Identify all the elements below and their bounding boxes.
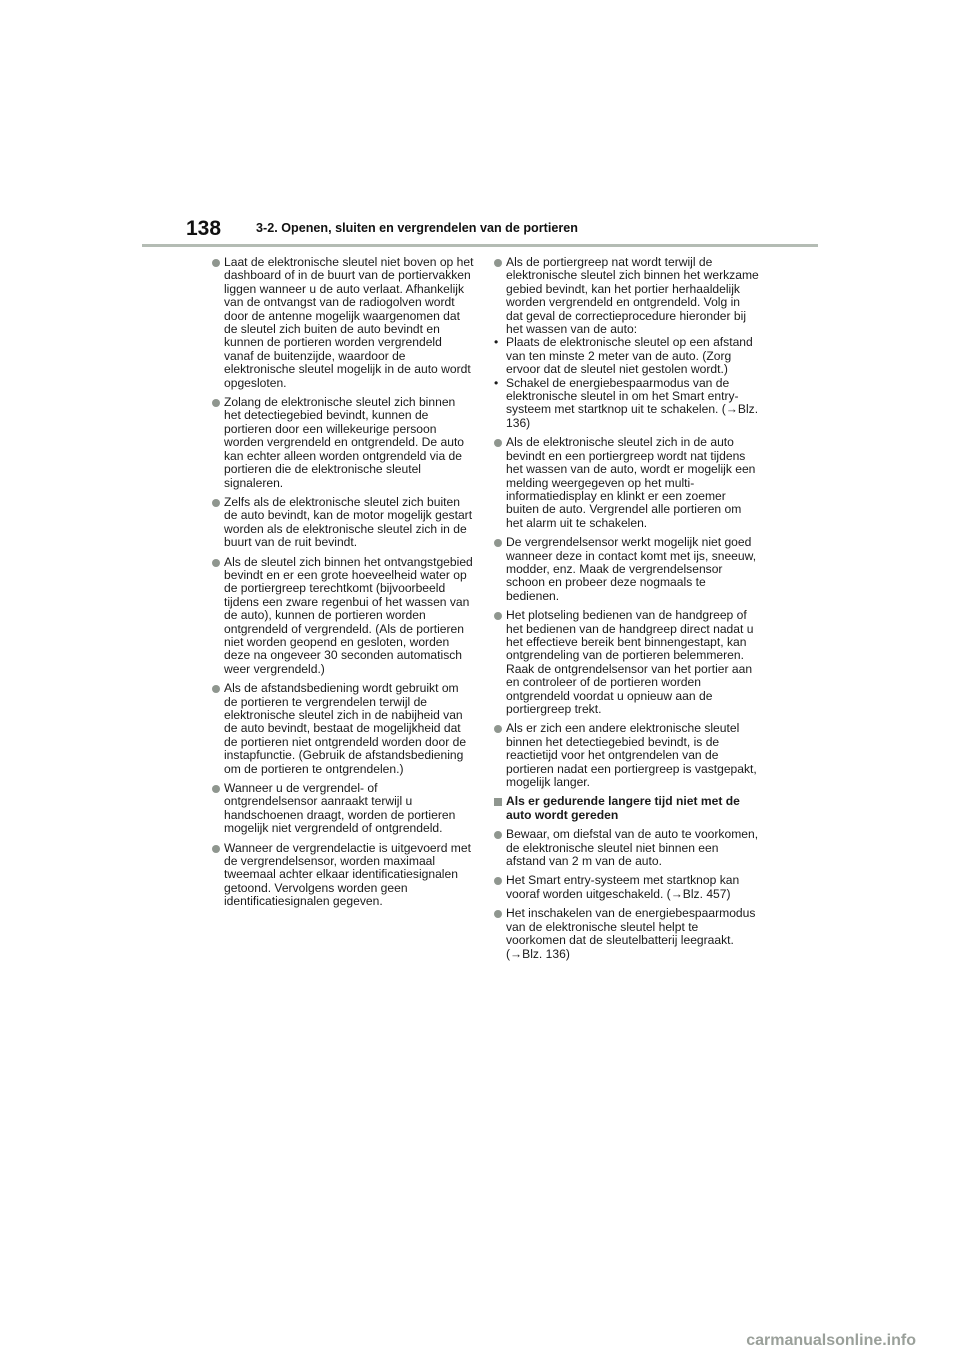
page-number: 138 (186, 217, 222, 240)
bullet-paragraph: Als de elektronische sleutel zich in de auto bevindt en een portiergreep wordt nat tijdens het wassen van de auto, wordt er mogelijk een melding weergegeven op het multi-informatiedisplay en klinkt er een zoemer buiten de auto. Vergrendel alle portieren om het alarm uit te schakelen. (494, 436, 760, 530)
bullet-icon (494, 539, 502, 547)
bullet-icon (212, 785, 220, 793)
sub-item: • Schakel de energiebespaarmodus van de elektronische sleutel in om het Smart entry-systeem met startknop uit te schakelen. (→Blz. 136) (494, 375, 759, 430)
section-title: 3-2. Openen, sluiten en vergrendelen van de portieren (256, 221, 578, 235)
bullet-paragraph: Als de afstandsbediening wordt gebruikt om de portieren te vergrendelen terwijl de elektronische sleutel zich in de nabijheid van de auto bevindt, bestaat de mogelijkheid dat de portieren niet ontgrendeld worden door de instapfunctie. (Gebruik de afstandsbediening om de portieren te ontgrendelen.) (212, 682, 474, 776)
left-column (212, 256, 474, 915)
subsection-heading: Als er gedurende langere tijd niet met de auto wordt gereden (494, 795, 760, 822)
bullet-paragraph: Zolang de elektronische sleutel zich binnen het detectiegebied bevindt, kunnen de portieren door een willekeurige persoon worden vergrendeld en ontgrendeld. De auto kan echter alleen worden ontgrendeld via de portieren die de elektronische sleutel signaleren. (212, 396, 474, 490)
right-column (494, 256, 760, 967)
sub-bullet: • (494, 335, 499, 350)
bullet-icon (494, 725, 502, 733)
sub-list (494, 336, 760, 430)
bullet-paragraph: Bewaar, om diefstal van de auto te voorkomen, de elektronische sleutel niet binnen een afstand van 2 m van de auto. (494, 828, 760, 868)
bullet-paragraph: De vergrendelsensor werkt mogelijk niet goed wanneer deze in contact komt met ijs, sneeuw, modder, enz. Maak de vergrendelsensor schoon en probeer deze nogmaals te bedienen. (494, 536, 760, 603)
bullet-paragraph: Als de portiergreep nat wordt terwijl de elektronische sleutel zich binnen het werkzame gebied bevindt, kan het portier herhaaldelijk worden vergrendeld en ontgrendeld. Volg in dat geval de correctieprocedure hieronder bij het wassen van de auto: (494, 256, 760, 336)
bullet-icon (494, 612, 502, 620)
bullet-paragraph: Wanneer de vergrendelactie is uitgevoerd met de vergrendelsensor, worden maximaal tweemaal achter elkaar identificatiesignalen getoond. Vervolgens worden geen identificatiesignalen gegeven. (212, 842, 474, 909)
bullet-icon (494, 831, 502, 839)
bullet-icon (494, 910, 502, 918)
bullet-icon (212, 259, 220, 267)
bullet-icon (212, 685, 220, 693)
page-header (142, 212, 818, 246)
bullet-icon (494, 259, 502, 267)
bullet-paragraph: Het Smart entry-systeem met startknop kan vooraf worden uitgeschakeld. (→Blz. 457) (494, 874, 760, 901)
bullet-icon (212, 399, 220, 407)
bullet-icon (212, 499, 220, 507)
bullet-paragraph: Wanneer u de vergrendel- of ontgrendelsensor aanraakt terwijl u handschoenen draagt, worden de portieren mogelijk niet vergrendeld of ontgrendeld. (212, 782, 474, 836)
bullet-paragraph: Als de sleutel zich binnen het ontvangstgebied bevindt en er een grote hoeveelheid water op de portiergreep terechtkomt (bijvoorbeeld tijdens een zware regenbui of het wassen van de auto), kunnen de portieren worden ontgrendeld of vergrendeld. (Als de portieren niet worden geopend en gesloten, worden deze na ongeveer 30 seconden automatisch weer vergrendeld.) (212, 556, 474, 677)
bullet-paragraph: Het plotseling bedienen van de handgreep of het bedienen van de handgreep direct nadat u het effectieve bereik bent binnengestapt, kan ontgrendeling van de portieren belemmeren. Raak de ontgrendelsensor van het portier aan en controleer of de portieren worden ontgrendeld voordat u opnieuw aan de portiergreep trekt. (494, 609, 760, 716)
bullet-paragraph: Het inschakelen van de energiebespaarmodus van de elektronische sleutel helpt te voorkomen dat de sleutelbatterij leegraakt. (→Blz. 136) (494, 907, 760, 961)
bullet-paragraph: Zelfs als de elektronische sleutel zich buiten de auto bevindt, kan de motor mogelijk gestart worden als de elektronische sleutel zich in de buurt van de ruit bevindt. (212, 496, 474, 550)
sub-item: • Plaats de elektronische sleutel op een afstand van ten minste 2 meter van de auto. (Zorg ervoor dat de sleutel niet gestolen wordt.) (494, 335, 753, 377)
bullet-icon (212, 559, 220, 567)
watermark: carmanualsonline.info (746, 1332, 916, 1349)
header-rule (142, 244, 818, 247)
sub-bullet: • (494, 375, 499, 390)
bullet-paragraph: Laat de elektronische sleutel niet boven op het dashboard of in de buurt van de portiervakken liggen wanneer u de auto verlaat. Afhankelijk van de ontvangst van de radiogolven wordt door de antenne mogelijk waargenomen dat de sleutel zich buiten de auto bevindt en kunnen de portieren worden vergrendeld vanaf de buitenzijde, waardoor de elektronische sleutel mogelijk in de auto wordt opgesloten. (212, 256, 474, 390)
bullet-icon (212, 845, 220, 853)
square-bullet-icon (494, 798, 502, 806)
bullet-icon (494, 877, 502, 885)
bullet-icon (494, 439, 502, 447)
bullet-paragraph: Als er zich een andere elektronische sleutel binnen het detectiegebied bevindt, is de reactietijd voor het ontgrendelen van de portieren nadat een portiergreep is vastgepakt, mogelijk langer. (494, 722, 760, 789)
